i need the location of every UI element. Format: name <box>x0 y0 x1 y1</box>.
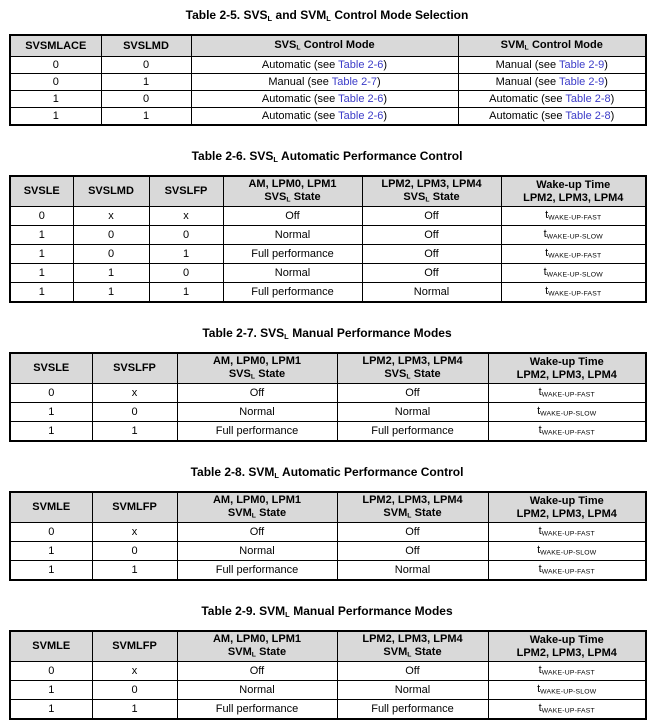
table-cell: Full performance <box>337 422 488 442</box>
table-row <box>10 384 646 403</box>
table-row <box>10 226 646 245</box>
table-row <box>10 662 646 681</box>
table-cell: 0 <box>101 91 191 108</box>
table-cell: $t_{WAKE-UP-FAST}$ <box>488 662 646 681</box>
column-header: $SVM_L$ Control Mode <box>458 35 646 57</box>
subscript: L <box>524 44 529 52</box>
column-header: SVMLFP <box>92 492 177 523</box>
table-cell: $t_{WAKE-UP-FAST}$ <box>488 561 646 581</box>
table-cell: Off <box>223 207 362 226</box>
table-cell: 1 <box>92 700 177 720</box>
table-cell: 0 <box>92 681 177 700</box>
table-cell: $t_{WAKE-UP-SLOW}$ <box>501 264 646 283</box>
table-cell: Automatic (see Table 2-6) <box>191 57 458 74</box>
table-cell: $t_{WAKE-UP-FAST}$ <box>488 422 646 442</box>
table-cell: Automatic (see Table 2-8) <box>458 108 646 126</box>
column-header: LPM2, LPM3, LPM4 $SVS_L$ State <box>362 176 501 207</box>
table-row <box>10 207 646 226</box>
table-cell: Off <box>337 542 488 561</box>
table-cell: 1 <box>10 542 92 561</box>
column-header: AM, LPM0, LPM1 $SVS_L$ State <box>223 176 362 207</box>
subscript: WAKE-UP-FAST <box>548 252 602 260</box>
subscript: WAKE-UP-SLOW <box>546 271 603 279</box>
table-cell: 1 <box>10 681 92 700</box>
cross-reference-link[interactable]: Table 2-9 <box>558 75 605 88</box>
table-cell: Off <box>337 662 488 681</box>
subscript: WAKE-UP-FAST <box>541 669 595 677</box>
table-cell: 1 <box>10 264 73 283</box>
header-row <box>10 631 646 662</box>
table-cell: 1 <box>92 422 177 442</box>
table-cell: Manual (see Table 2-9) <box>458 57 646 74</box>
header-row <box>10 35 646 57</box>
table-cell: Automatic (see Table 2-6) <box>191 108 458 126</box>
table-cell: Off <box>362 226 501 245</box>
table-cell: 1 <box>73 264 149 283</box>
column-header: SVSLMD <box>101 35 191 57</box>
table-cell: 0 <box>10 74 101 91</box>
column-header: SVSLE <box>10 353 92 384</box>
table-cell: 0 <box>92 542 177 561</box>
column-header: LPM2, LPM3, LPM4 $SVM_L$ State <box>337 631 488 662</box>
cross-reference-link[interactable]: Table 2-6 <box>338 109 384 122</box>
column-header: $SVS_L$ Control Mode <box>191 35 458 57</box>
table-row <box>10 403 646 422</box>
table-row <box>10 245 646 264</box>
cross-reference-link[interactable]: Table 2-9 <box>558 58 605 71</box>
table-cell: x <box>149 207 223 226</box>
table-cell: 0 <box>149 226 223 245</box>
table-cell: 0 <box>10 384 92 403</box>
table-caption: Table 2-7. $SVS_L$ Manual Performance Modes <box>202 326 452 341</box>
column-header: SVSLFP <box>149 176 223 207</box>
table-row <box>10 108 646 126</box>
table-row <box>10 422 646 442</box>
column-header: SVSLE <box>10 176 73 207</box>
table-row <box>10 91 646 108</box>
subscript: WAKE-UP-FAST <box>548 290 602 298</box>
cross-reference-link[interactable]: Table 2-8 <box>565 109 611 122</box>
subscript: L <box>407 651 412 659</box>
svml-manual-performance-modes-table <box>9 630 647 720</box>
subscript: L <box>296 44 301 52</box>
table-cell: 1 <box>92 561 177 581</box>
table-cell: Normal <box>337 561 488 581</box>
column-header: LPM2, LPM3, LPM4 $SVS_L$ State <box>337 353 488 384</box>
table-cell: Off <box>362 264 501 283</box>
table-caption: Table 2-5. $SVS_L$ and $SVM_L$ Control Mode Selection <box>185 8 469 23</box>
column-header: Wake-up Time LPM2, LPM3, LPM4 <box>488 631 646 662</box>
table-cell: 1 <box>10 245 73 264</box>
table-cell: Manual (see Table 2-9) <box>458 74 646 91</box>
column-header: Wake-up Time LPM2, LPM3, LPM4 <box>488 353 646 384</box>
table-cell: Automatic (see Table 2-6) <box>191 91 458 108</box>
subscript: L <box>267 13 273 23</box>
column-header: Wake-up Time LPM2, LPM3, LPM4 <box>501 176 646 207</box>
table-2-8-section <box>9 465 645 581</box>
subscript: L <box>274 470 280 480</box>
table-cell: Off <box>177 662 337 681</box>
subscript: L <box>273 154 279 164</box>
svsl-svml-control-mode-selection-table <box>9 34 647 126</box>
subscript: L <box>251 512 257 520</box>
table-cell: 0 <box>92 403 177 422</box>
table-2-9-section <box>9 604 645 720</box>
subscript: WAKE-UP-FAST <box>541 391 595 399</box>
table-row <box>10 283 646 303</box>
table-cell: x <box>73 207 149 226</box>
table-cell: Automatic (see Table 2-8) <box>458 91 646 108</box>
table-cell: Normal <box>177 542 337 561</box>
column-header: AM, LPM0, LPM1 $SVM_L$ State <box>177 492 337 523</box>
column-header: SVSLFP <box>92 353 177 384</box>
svsl-manual-performance-modes-table <box>9 352 647 442</box>
table-cell: 0 <box>10 662 92 681</box>
table-cell: 1 <box>10 422 92 442</box>
table-cell: Manual (see Table 2-7) <box>191 74 458 91</box>
table-row <box>10 264 646 283</box>
table-cell: 1 <box>10 700 92 720</box>
table-cell: $t_{WAKE-UP-SLOW}$ <box>501 226 646 245</box>
table-cell: 1 <box>10 91 101 108</box>
table-cell: $t_{WAKE-UP-FAST}$ <box>488 384 646 403</box>
cross-reference-link[interactable]: Table 2-8 <box>565 92 611 105</box>
table-2-6-section <box>9 149 645 303</box>
table-cell: Off <box>362 245 501 264</box>
table-cell: Off <box>362 207 501 226</box>
table-row <box>10 57 646 74</box>
table-cell: Full performance <box>177 700 337 720</box>
subscript: L <box>407 512 412 520</box>
table-cell: Off <box>337 384 488 403</box>
table-cell: 1 <box>149 245 223 264</box>
table-row <box>10 700 646 720</box>
subscript: WAKE-UP-SLOW <box>540 688 597 696</box>
subscript: L <box>250 373 256 381</box>
table-cell: Off <box>177 384 337 403</box>
column-header: SVSLMD <box>73 176 149 207</box>
column-header: LPM2, LPM3, LPM4 $SVM_L$ State <box>337 492 488 523</box>
header-row <box>10 353 646 384</box>
subscript: L <box>284 331 289 341</box>
table-cell: 0 <box>73 226 149 245</box>
table-cell: 1 <box>73 283 149 303</box>
table-cell: 1 <box>101 74 191 91</box>
svml-automatic-performance-control-table <box>9 491 647 581</box>
cross-reference-link[interactable]: Table 2-6 <box>338 58 384 71</box>
table-cell: 0 <box>149 264 223 283</box>
table-cell: 1 <box>10 403 92 422</box>
table-cell: 0 <box>10 57 101 74</box>
cross-reference-link[interactable]: Table 2-7 <box>331 75 377 88</box>
table-cell: x <box>92 523 177 542</box>
subscript: L <box>425 196 430 204</box>
subscript: WAKE-UP-SLOW <box>540 549 597 557</box>
table-cell: Full performance <box>223 283 362 303</box>
table-cell: $t_{WAKE-UP-SLOW}$ <box>488 403 646 422</box>
table-cell: Normal <box>177 403 337 422</box>
table-row <box>10 542 646 561</box>
subscript: WAKE-UP-FAST <box>541 429 595 437</box>
subscript: WAKE-UP-SLOW <box>546 233 603 241</box>
cross-reference-link[interactable]: Table 2-6 <box>338 92 384 105</box>
table-cell: Normal <box>337 403 488 422</box>
table-caption: Table 2-8. $SVM_L$ Automatic Performance Control <box>190 465 464 480</box>
table-cell: $t_{WAKE-UP-FAST}$ <box>501 283 646 303</box>
table-cell: Off <box>177 523 337 542</box>
column-header: SVMLE <box>10 492 92 523</box>
table-cell: $t_{WAKE-UP-SLOW}$ <box>488 542 646 561</box>
table-cell: Normal <box>337 681 488 700</box>
table-cell: 1 <box>10 108 101 126</box>
table-cell: Off <box>337 523 488 542</box>
table-caption: Table 2-9. $SVM_L$ Manual Performance Modes <box>201 604 453 619</box>
table-cell: 1 <box>101 108 191 126</box>
table-cell: x <box>92 384 177 403</box>
subscript: WAKE-UP-SLOW <box>540 410 597 418</box>
column-header: AM, LPM0, LPM1 $SVS_L$ State <box>177 353 337 384</box>
table-cell: $t_{WAKE-UP-FAST}$ <box>488 523 646 542</box>
table-cell: Full performance <box>177 422 337 442</box>
table-row <box>10 681 646 700</box>
subscript: L <box>286 196 291 204</box>
table-2-5-section <box>9 8 645 126</box>
column-header: SVMLE <box>10 631 92 662</box>
table-cell: 0 <box>10 523 92 542</box>
column-header: SVSMLACE <box>10 35 101 57</box>
subscript: WAKE-UP-FAST <box>541 707 595 715</box>
table-cell: 0 <box>101 57 191 74</box>
subscript: WAKE-UP-FAST <box>541 530 595 538</box>
table-cell: $t_{WAKE-UP-FAST}$ <box>501 207 646 226</box>
table-cell: 1 <box>10 283 73 303</box>
table-cell: 0 <box>73 245 149 264</box>
column-header: Wake-up Time LPM2, LPM3, LPM4 <box>488 492 646 523</box>
table-cell: 1 <box>149 283 223 303</box>
table-row <box>10 74 646 91</box>
table-cell: Normal <box>362 283 501 303</box>
table-cell: Normal <box>223 226 362 245</box>
subscript: L <box>285 609 290 619</box>
table-row <box>10 561 646 581</box>
table-cell: $t_{WAKE-UP-FAST}$ <box>488 700 646 720</box>
header-row <box>10 176 646 207</box>
subscript: L <box>251 651 257 659</box>
table-cell: Full performance <box>337 700 488 720</box>
table-row <box>10 523 646 542</box>
subscript: WAKE-UP-FAST <box>541 568 595 576</box>
table-cell: Normal <box>223 264 362 283</box>
table-cell: 1 <box>10 226 73 245</box>
column-header: SVMLFP <box>92 631 177 662</box>
subscript: L <box>406 373 411 381</box>
table-2-7-section <box>9 326 645 442</box>
subscript: L <box>326 13 331 23</box>
table-cell: Full performance <box>223 245 362 264</box>
table-cell: 1 <box>10 561 92 581</box>
column-header: AM, LPM0, LPM1 $SVM_L$ State <box>177 631 337 662</box>
table-cell: Full performance <box>177 561 337 581</box>
table-cell: x <box>92 662 177 681</box>
table-cell: 0 <box>10 207 73 226</box>
table-cell: Normal <box>177 681 337 700</box>
table-cell: $t_{WAKE-UP-FAST}$ <box>501 245 646 264</box>
table-cell: $t_{WAKE-UP-SLOW}$ <box>488 681 646 700</box>
table-caption: Table 2-6. $SVS_L$ Automatic Performance Control <box>191 149 463 164</box>
header-row <box>10 492 646 523</box>
svsl-automatic-performance-control-table <box>9 175 647 303</box>
subscript: WAKE-UP-FAST <box>548 214 602 222</box>
